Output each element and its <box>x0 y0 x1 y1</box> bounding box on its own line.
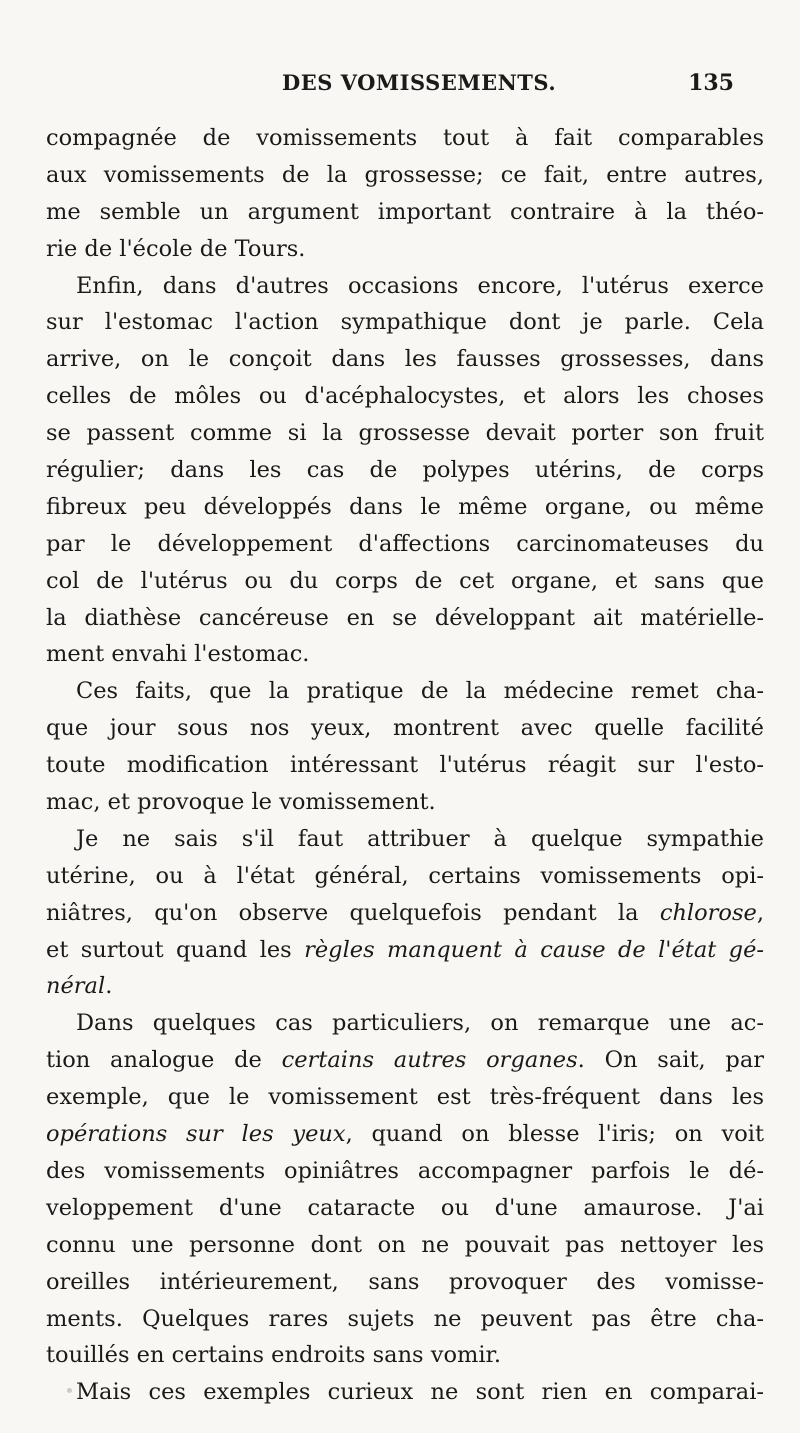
text-line: me semble un argument important contraire à la théo- <box>46 198 764 225</box>
text-line: Je ne sais s'il faut attribuer à quelque sympathie <box>76 825 764 852</box>
text-line: celles de môles ou d'acéphalocystes, et alors les choses <box>46 383 764 410</box>
text-line: par le développement d'affections carcinomateuses du <box>46 530 764 557</box>
text-line: arrive, on le conçoit dans les fausses grossesses, dans <box>46 346 764 373</box>
body-text <box>46 120 764 1411</box>
text-line: que jour sous nos yeux, montrent avec quelle facilité <box>46 715 764 742</box>
paper-blemish <box>67 1388 72 1393</box>
running-head <box>0 70 800 100</box>
text-line: opérations sur les yeux, quand on blesse l'iris; on voit <box>46 1121 764 1148</box>
text-line: des vomissements opiniâtres accompagner parfois le dé- <box>46 1157 764 1184</box>
text-line: Dans quelques cas particuliers, on remarque une ac- <box>76 1010 764 1037</box>
text-line: rie de l'école de Tours. <box>46 235 306 262</box>
page-number: 135 <box>688 70 734 96</box>
text-line: veloppement d'une cataracte ou d'une amaurose. J'ai <box>46 1194 764 1221</box>
text-line: aux vomissements de la grossesse; ce fait, entre autres, <box>46 161 764 188</box>
text-line: régulier; dans les cas de polypes utérins, de corps <box>46 457 764 484</box>
text-line: compagnée de vomissements tout à fait comparables <box>46 125 764 151</box>
text-line: Mais ces exemples curieux ne sont rien en comparai- <box>76 1379 764 1406</box>
text-line: ments. Quelques rares sujets ne peuvent pas être cha- <box>46 1305 764 1332</box>
text-line: connu une personne dont on ne pouvait pas nettoyer les <box>46 1231 764 1258</box>
text-line: col de l'utérus ou du corps de cet organe, et sans que <box>46 567 764 594</box>
text-line: néral. <box>46 973 113 1000</box>
text-line: Enfin, dans d'autres occasions encore, l'utérus exerce <box>76 272 764 299</box>
text-line: mac, et provoque le vomissement. <box>46 789 436 816</box>
text-line: Ces faits, que la pratique de la médecine remet cha- <box>76 678 764 705</box>
text-line: niâtres, qu'on observe quelquefois pendant la chlorose, <box>46 899 764 926</box>
text-line: ment envahi l'estomac. <box>46 641 310 668</box>
running-title: DES VOMISSEMENTS. <box>282 70 557 95</box>
text-line: la diathèse cancéreuse en se développant ait matérielle- <box>46 604 764 631</box>
text-line: oreilles intérieurement, sans provoquer des vomisse- <box>46 1268 764 1295</box>
text-line: tion analogue de certains autres organes. On sait, par <box>46 1047 764 1074</box>
text-line: sur l'estomac l'action sympathique dont je parle. Cela <box>46 309 764 336</box>
text-line: exemple, que le vomissement est très-fréquent dans les <box>46 1084 764 1111</box>
text-line: toute modification intéressant l'utérus réagit sur l'esto- <box>46 752 764 779</box>
text-line: fibreux peu développés dans le même organe, ou même <box>46 493 764 520</box>
text-line: utérine, ou à l'état général, certains vomissements opi- <box>46 862 764 889</box>
text-line: se passent comme si la grossesse devait porter son fruit <box>46 420 764 447</box>
text-line: et surtout quand les règles manquent à cause de l'état gé- <box>46 936 764 963</box>
text-line: touillés en certains endroits sans vomir. <box>46 1342 501 1369</box>
